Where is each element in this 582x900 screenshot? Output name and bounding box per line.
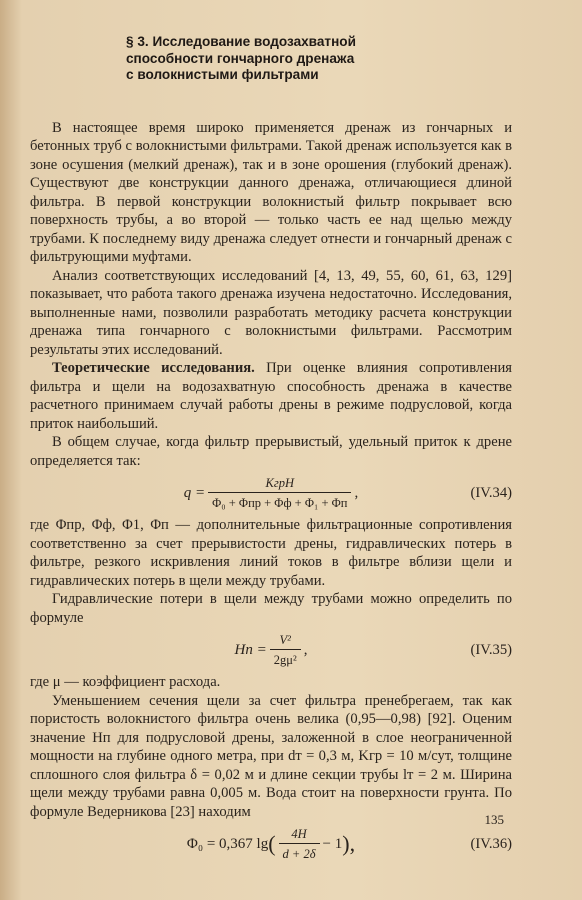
formula-iv35-numerator: V² bbox=[279, 632, 291, 647]
formula-iv36-label: (IV.36) bbox=[470, 835, 512, 852]
formula-iv35-tail: , bbox=[303, 641, 308, 658]
title-line-1: § 3. Исследование водозахватной bbox=[126, 34, 356, 49]
formula-iv36-lhs: Φ₀ = 0,367 lg bbox=[186, 835, 269, 852]
paragraph-2: Анализ соответствующих исследований [4, 13, 49, 55, 60, 61, 63, 129] показывает, что работа такого дренажа изучена недостаточно. Исследования, выполненные нами, позволили разработать методику расчета конструкции дренажа типа гончарного с волокнистыми фильтрами. Рассмотрим результаты этих исследований. bbox=[30, 267, 512, 358]
formula-iv34-fraction bbox=[208, 474, 351, 513]
paragraph-1: В настоящее время широко применяется дренаж из гончарных и бетонных труб с волокнистыми фильтрами. Такой дренаж используется как в зоне осушения (мелкий дренаж), так и в зоне орошения (глубокий дренаж). Существуют две конструкции данного дренажа, отличающиеся длиной фильтра. В первой конструкции волокнистый фильтр покрывает всю поверхность трубы, а во второй — только часть ее над щелью между трубами. К последнему виду дренажа следует отнести и гончарный дренаж с фильтрующими муфтами. bbox=[30, 119, 512, 265]
paragraph-4: В общем случае, когда фильтр прерывистый, удельный приток к дрене определяется так: bbox=[30, 434, 512, 469]
paragraph-3-text: При оценке влияния сопротивления фильтра и щели на водозахватную способность дренажа в качестве расчетного принимаем случай работы дрены в режиме подрусловой, когда приток наибольший. bbox=[30, 360, 513, 432]
paragraph-5: где Φпр, Φф, Φ1, Φп — дополнительные фильтрационные сопротивления соответственно за счет прерывистости дрены, гидравлических потерь в фильтре, резкого искривления линий токов в фильтре вблизи щели и гидравлических потерь в щели между трубами. bbox=[30, 517, 512, 589]
formula-iv36-rest: − 1 bbox=[322, 835, 343, 852]
formula-iv36-fraction bbox=[279, 825, 320, 864]
paragraph-7: где μ — коэффициент расхода. bbox=[30, 674, 221, 690]
formula-iv36 bbox=[30, 827, 512, 861]
page-number: 135 bbox=[484, 812, 504, 827]
formula-iv36-numerator: 4H bbox=[291, 826, 307, 841]
paragraph-3-heading: Теоретические исследования. bbox=[52, 360, 255, 376]
formula-iv34-label: (IV.34) bbox=[470, 484, 512, 501]
section-title bbox=[126, 34, 512, 84]
formula-iv35-label: (IV.35) bbox=[470, 641, 512, 658]
formula-iv35-lhs: Hп = bbox=[234, 641, 267, 658]
formula-iv34 bbox=[30, 476, 512, 510]
paragraph-6: Гидравлические потери в щели между трубами можно определить по формуле bbox=[30, 591, 512, 626]
title-line-3: с волокнистыми фильтрами bbox=[126, 67, 319, 82]
formula-iv36-open-paren: ( bbox=[268, 830, 276, 856]
paragraph-3 bbox=[30, 359, 512, 433]
formula-iv35 bbox=[30, 633, 512, 667]
paragraph-8: Уменьшением сечения щели за счет фильтра пренебрегаем, так как пористость волокнистого фильтра очень велика (0,95—0,98) [92]. Оценим значение Hп для подрусловой дрены, заложенной в слое неограниченной мощности на глубине одного метра, при dт = 0,3 м, Kгр = 10 м/сут, толщине сплошного слоя фильтра δ = 0,02 м и длине секции трубы lт = 2 м. Ширина щели между трубами равна 0,005 м. Вода стоит на поверхности грунта. По формуле Ведерникова [23] находим bbox=[30, 692, 512, 820]
formula-iv35-denominator: 2gμ² bbox=[270, 649, 301, 670]
formula-iv35-fraction bbox=[270, 631, 301, 670]
formula-iv34-numerator: KгрH bbox=[265, 475, 295, 490]
title-line-2: способности гончарного дренажа bbox=[126, 50, 355, 66]
body-text bbox=[30, 119, 512, 862]
formula-iv36-close-paren: ), bbox=[342, 830, 356, 856]
formula-iv34-tail: , bbox=[354, 484, 359, 501]
formula-iv34-denominator: Φ₀ + Φпр + Φф + Φ₁ + Φп bbox=[208, 492, 351, 513]
formula-iv34-lhs: q = bbox=[183, 484, 206, 501]
formula-iv36-denominator: d + 2δ bbox=[279, 843, 320, 864]
